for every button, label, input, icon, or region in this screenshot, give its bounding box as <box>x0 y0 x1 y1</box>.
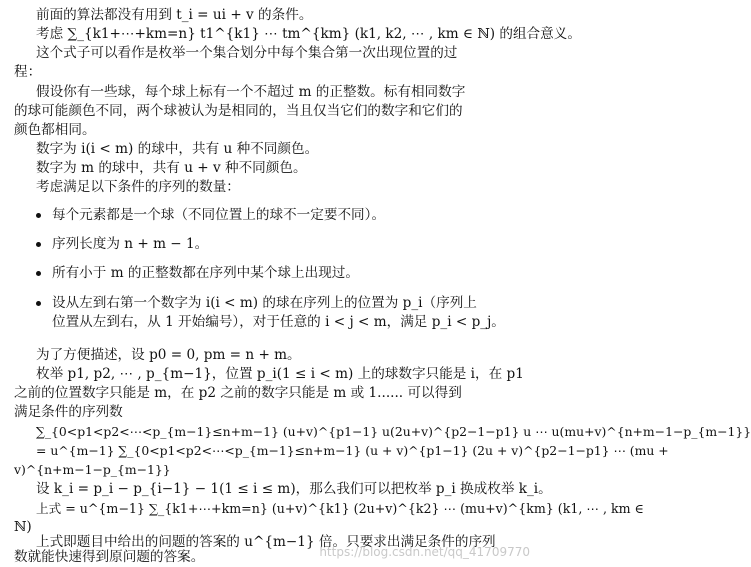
text-line: 假设你有一些球，每个球上标有一个不超过 m 的正整数。标有相同数字 <box>36 84 466 100</box>
text-line: 考虑满足以下条件的序列的数量： <box>36 179 240 195</box>
text-line: 数字为 i(i < m) 的球中，共有 u 种不同颜色。 <box>36 141 319 157</box>
list-item-text: 每个元素都是一个球（不同位置上的球不一定要不同）。 <box>52 207 386 223</box>
text-line: 满足条件的序列数 <box>14 404 123 420</box>
text-line: 之前的位置数字只能是 m，在 p2 之前的数字只能是 m 或 1...... 可以得到 <box>14 385 462 401</box>
formula-line: = u^{m−1} ∑_{0<p1<p2<⋯<p_{m−1}≤n+m−1} (u + v)^{p1−1} (2u + v)^{p2−1−p1} ⋯ (mu + <box>36 443 669 458</box>
text-line: 设 k_i = p_i − p_{i−1} − 1(1 ≤ i ≤ m)，那么我们可以把枚举 p_i 换成枚举 k_i。 <box>36 481 552 497</box>
bullet-icon <box>36 301 41 306</box>
text-line: 为了方便描述，设 p0 = 0, pm = n + m。 <box>36 347 301 363</box>
watermark: https://blog.csdn.net/qq_41709770 <box>319 545 530 559</box>
text-line: 上式即题目中给出的问题的答案的 u^{m−1} 倍。只要求出满足条件的序列 <box>36 534 496 550</box>
text-line: 前面的算法都没有用到 t_i = ui + v 的条件。 <box>36 7 313 23</box>
list-item <box>36 294 528 334</box>
list-item-text: 设从左到右第一个数字为 i(i < m) 的球在序列上的位置为 p_i（序列上 <box>52 295 477 311</box>
text-line: 数字为 m 的球中，共有 u + v 种不同颜色。 <box>36 160 307 176</box>
text-line: 上式 = u^{m−1} ∑_{k1+⋯+km=n} (u+v)^{k1} (2u+v)^{k2} ⋯ (mu+v)^{km} (k1, ⋯ , km ∈ <box>36 501 644 516</box>
bullet-icon <box>36 213 41 218</box>
list-item-text: 所有小于 m 的正整数都在序列中某个球上出现过。 <box>52 265 359 281</box>
text-line: 程： <box>14 64 42 80</box>
text-line: 数就能快速得到原问题的答案。 <box>14 549 205 565</box>
formula-line: v)^{n+m−1−p_{m−1}} <box>14 462 171 477</box>
list-item-text: 序列长度为 n + m − 1。 <box>52 236 209 252</box>
text-line: 颜色都相同。 <box>14 122 96 138</box>
formula-line: ∑_{0<p1<p2<⋯<p_{m−1}≤n+m−1} (u+v)^{p1−1} u(2u+v)^{p2−1−p1} u ⋯ u(mu+v)^{n+m−1−p_{m−1}} <box>36 424 751 439</box>
text-line: 枚举 p1, p2, ⋯ , p_{m−1}，位置 p_i(1 ≤ i < m) 上的球数字只能是 i，在 p1 <box>36 366 524 382</box>
text-line: ℕ) <box>14 519 32 535</box>
list-item-text: 位置从左到右，从 1 开始编号），对于任意的 i < j < m，满足 p_i < p_j。 <box>52 314 505 330</box>
bullet-icon <box>36 242 41 247</box>
text-line: 考虑 ∑_{k1+⋯+km=n} t1^{k1} ⋯ tm^{km} (k1, k2, ⋯ , km ∈ ℕ) 的组合意义。 <box>36 26 581 42</box>
bullet-icon <box>36 271 41 276</box>
text-line: 的球可能颜色不同，两个球被认为是相同的，当且仅当它们的数字和它们的 <box>14 103 463 119</box>
text-line: 这个式子可以看作是枚举一个集合划分中每个集合第一次出现位置的过 <box>36 45 458 61</box>
